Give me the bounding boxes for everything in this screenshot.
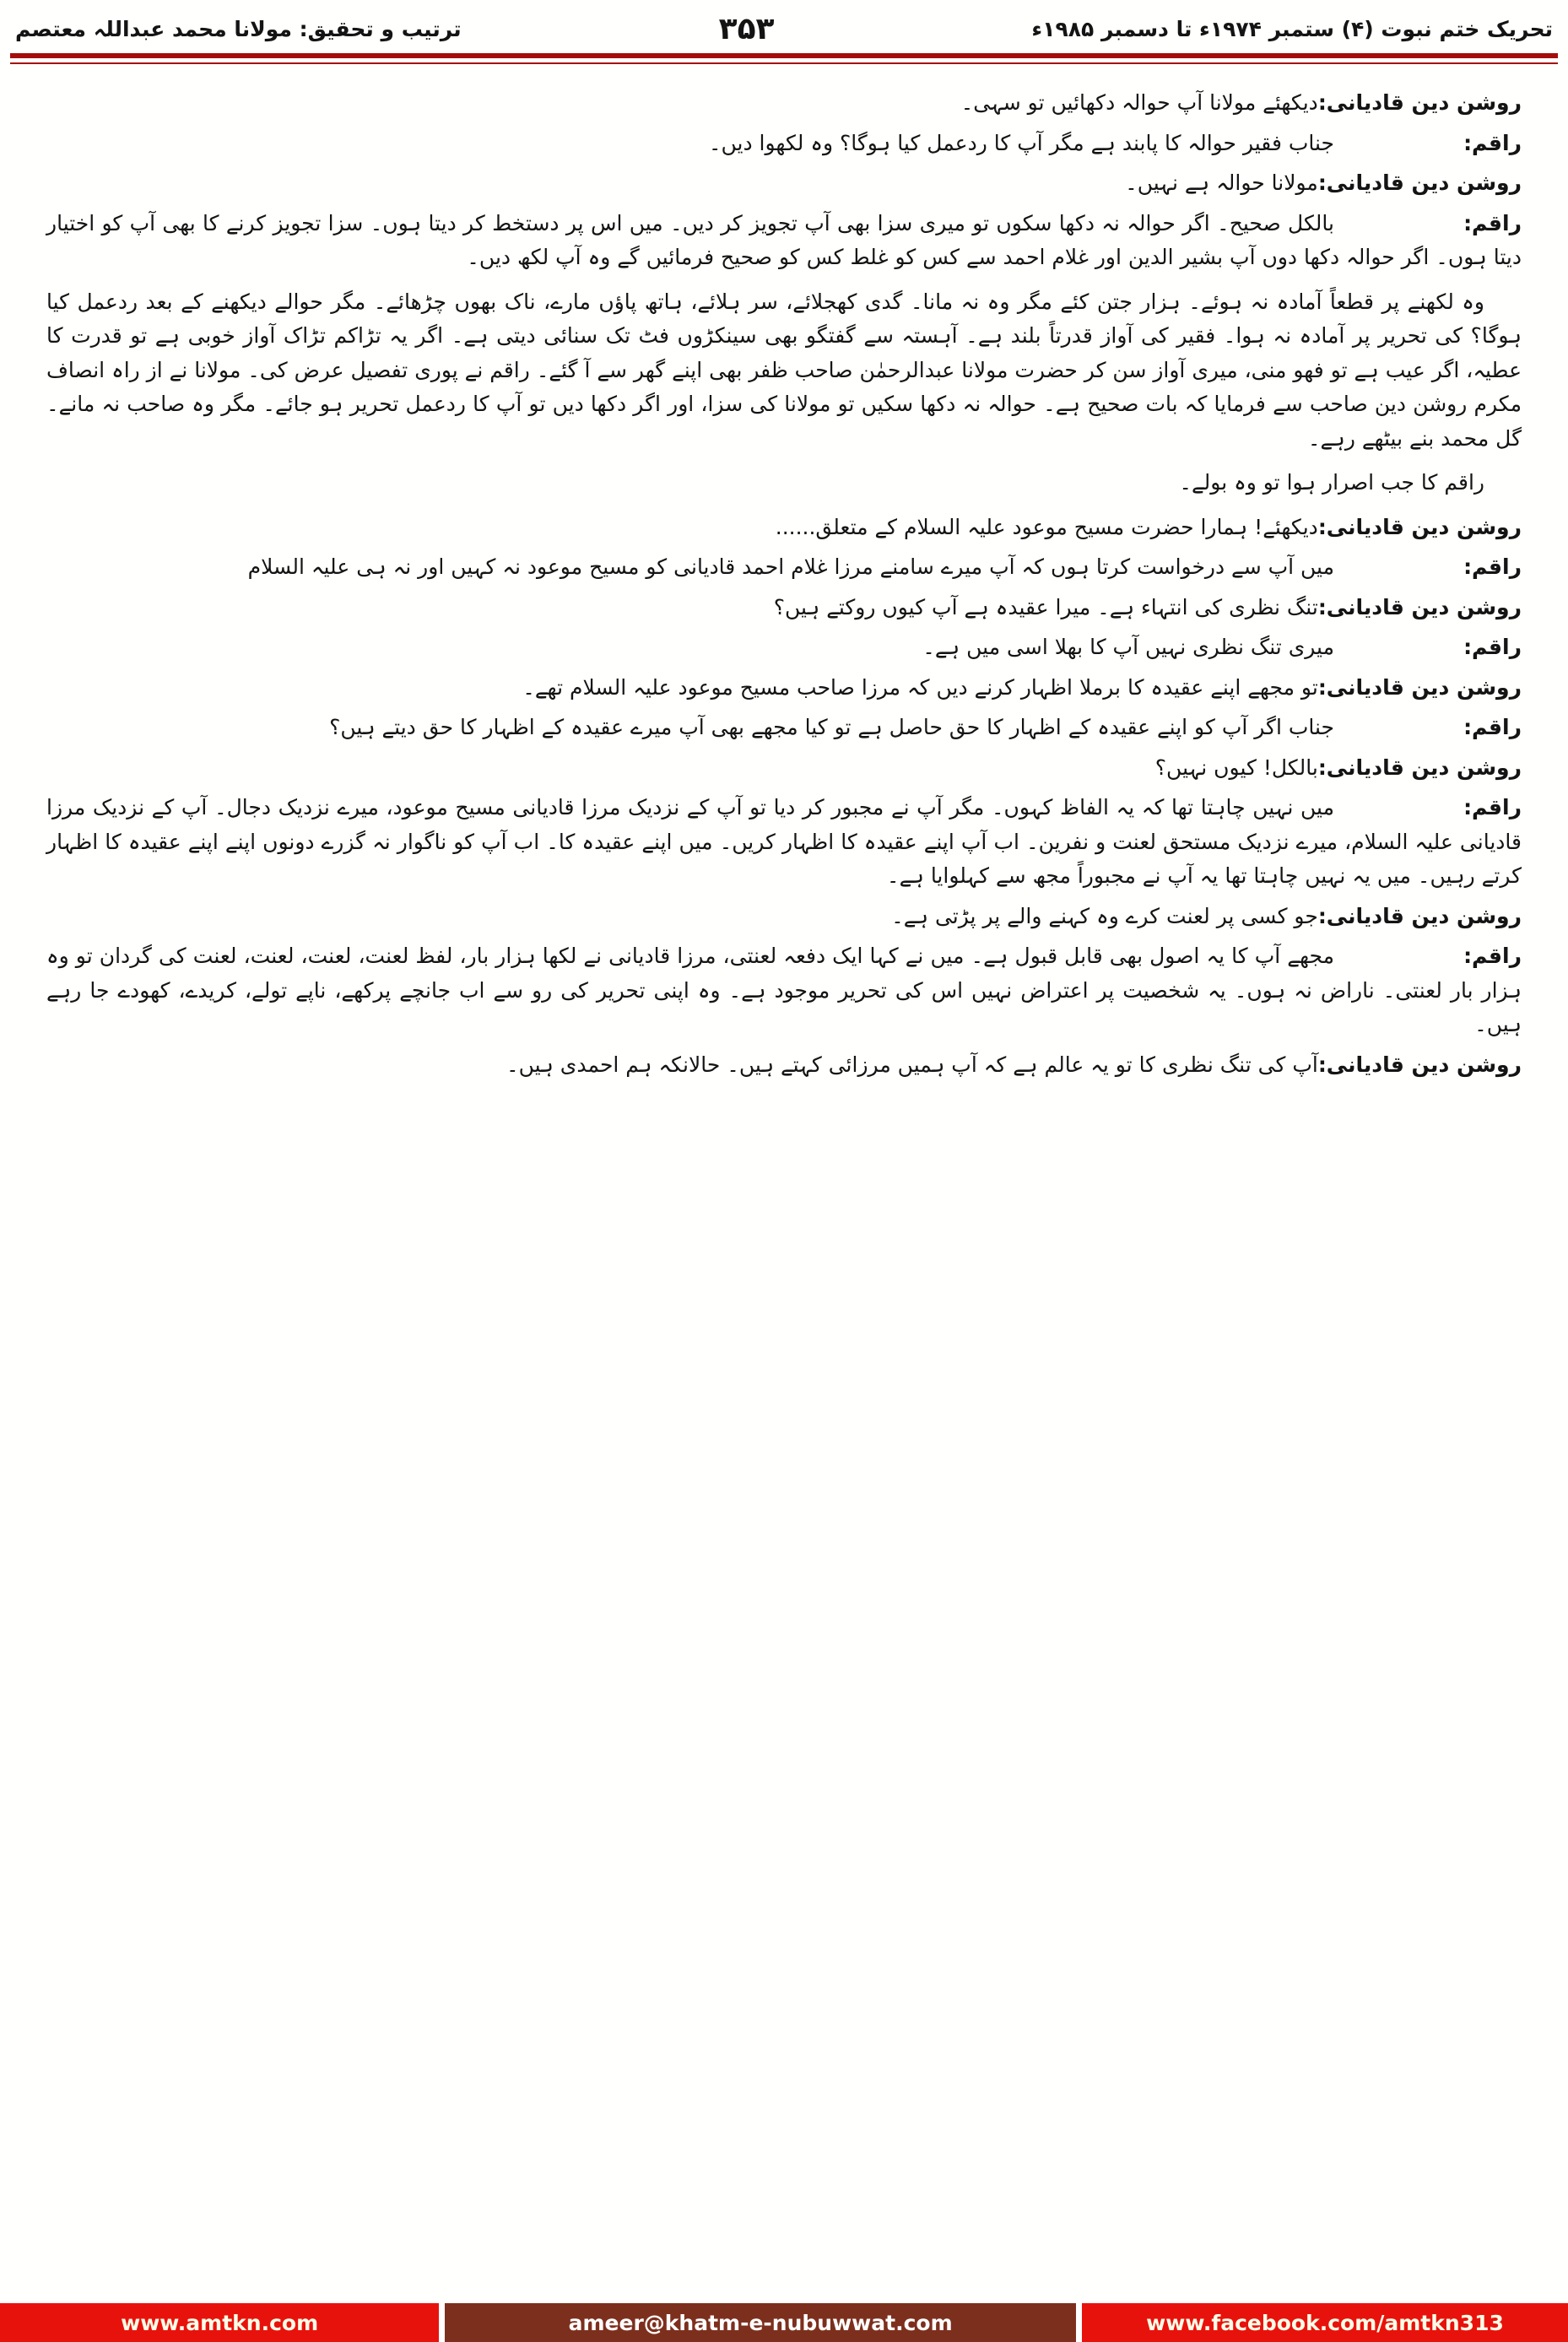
dialogue-entry xyxy=(46,511,1522,545)
header-book-title: تحریک ختم نبوت (۴) ستمبر ۱۹۷۴ء تا دسمبر ۱۹۸۵ء xyxy=(1031,17,1553,41)
header-editor-credit: ترتیب و تحقیق: مولانا محمد عبداللہ معتصم xyxy=(15,17,462,41)
speech-text: میری تنگ نظری نہیں آپ کا بھلا اسی میں ہے۔ xyxy=(922,635,1334,659)
speech-text: بالکل! کیوں نہیں؟ xyxy=(1154,755,1318,780)
narrative-paragraph xyxy=(46,285,1522,457)
speech-text: جناب اگر آپ کو اپنے عقیدہ کے اظہار کا حق حاصل ہے تو کیا مجھے بھی آپ میرے عقیدہ کے اظہار کا حق دیتے ہیں؟ xyxy=(329,715,1334,739)
speech-text: آپ کی تنگ نظری کا تو یہ عالم ہے کہ آپ ہمیں مرزائی کہتے ہیں۔ حالانکہ ہم احمدی ہیں۔ xyxy=(506,1052,1318,1077)
speaker-label: راقم: xyxy=(1463,944,1522,968)
speaker-label: روشن دین قادیانی: xyxy=(1317,674,1522,700)
speaker-label: روشن دین قادیانی: xyxy=(1317,90,1522,115)
dialogue-entry xyxy=(46,751,1522,786)
page-header xyxy=(0,0,1568,51)
footer-website-url: www.amtkn.com xyxy=(0,2303,439,2342)
paragraph-text: وہ لکھنے پر قطعاً آمادہ نہ ہوئے۔ ہزار جتن کئے مگر وہ نہ مانا۔ گدی کھجلائے، سر ہلائے، ہاتھ پاؤں مارے، ناک بھوں چڑھائے۔ مگر حوالے دیکھنے کے بعد ردعمل کیا ہوگا؟ کی تحریر پر آمادہ نہ ہوا۔ فقیر کی آواز قدرتاً بلند ہے۔ آہستہ سے گفتگو بھی سینکڑوں فٹ تک سنائی دیتی ہے۔ اگر یہ تڑاکم تڑاک آواز خوبی ہے تو قدرت کا عطیہ، اگر عیب ہے تو فھو منی، میری آواز سن کر حضرت مولانا عبدالرحمٰن صاحب ظفر بھی اپنے گھر سے آ گئے۔ راقم نے پوری تفصیل عرض کی۔ مولانا نے از راہ انصاف مکرم روشن دین صاحب سے فرمایا کہ بات صحیح ہے۔ حوالہ نہ دکھا سکیں تو مولانا کی سزا، اور اگر دکھا دیں تو آپ کا ردعمل تحریر ہو جائے۔ مگر وہ صاحب نہ مانے۔ گل محمد بنے بیٹھے رہے۔ xyxy=(46,289,1522,451)
speech-text: تنگ نظری کی انتہاء ہے۔ میرا عقیدہ ہے آپ کیوں روکتے ہیں؟ xyxy=(773,594,1318,619)
page-footer xyxy=(0,2303,1568,2342)
speaker-label: راقم: xyxy=(1463,795,1522,819)
dialogue-entry xyxy=(46,127,1522,161)
speech-text: تو مجھے اپنے عقیدہ کا برملا اظہار کرنے دیں کہ مرزا صاحب مسیح موعود علیہ السلام تھے۔ xyxy=(522,674,1318,700)
dialogue-entry xyxy=(46,86,1522,121)
speaker-label: روشن دین قادیانی: xyxy=(1317,594,1522,619)
speech-text: دیکھئے مولانا آپ حوالہ دکھائیں تو سہی۔ xyxy=(960,90,1318,115)
speech-text: مولانا حوالہ ہے نہیں۔ xyxy=(1125,170,1318,195)
dialogue-entry xyxy=(46,900,1522,934)
speech-text: میں آپ سے درخواست کرتا ہوں کہ آپ میرے سامنے مرزا غلام احمد قادیانی کو مسیح موعود نہ کہیں اور نہ ہی علیہ السلام xyxy=(247,554,1334,579)
speaker-label: روشن دین قادیانی: xyxy=(1317,170,1522,195)
speech-text: مجھے آپ کا یہ اصول بھی قابل قبول ہے۔ میں نے کہا ایک دفعہ لعنتی، مرزا قادیانی نے لکھا ہزار بار، لفظ لعنت، لعنت، لعنت، لعنت کی گردان تو وہ ہزار بار لعنتی۔ ناراض نہ ہوں۔ یہ شخصیت پر اعتراض نہیں اس کی تحریر موجود ہے۔ وہ اپنی تحریر کی رو سے اب جانچے پرکھے، ناپے تولے، کریدے، کھودے جا رہے ہیں۔ xyxy=(46,944,1522,1036)
speaker-label: راقم: xyxy=(1463,554,1522,579)
dialogue-entry xyxy=(46,711,1522,745)
speech-text: جو کسی پر لعنت کرے وہ کہنے والے پر پڑتی ہے۔ xyxy=(891,903,1318,928)
header-divider-rule xyxy=(10,53,1558,64)
footer-facebook-url: www.facebook.com/amtkn313 xyxy=(1082,2303,1568,2342)
narrative-paragraph xyxy=(46,466,1522,500)
speaker-label: راقم: xyxy=(1463,715,1522,739)
speech-text: میں نہیں چاہتا تھا کہ یہ الفاظ کہوں۔ مگر آپ نے مجبور کر دیا تو آپ کے نزدیک مرزا قادیانی مسیح موعود، میرے نزدیک دجال۔ آپ کے نزدیک مرزا قادیانی علیہ السلام، میرے نزدیک مستحق لعنت و نفرین۔ اب آپ اپنے عقیدہ کا اظہار کریں۔ میں اپنے عقیدہ کا۔ اب آپ کو ناگوار نہ گزرے دونوں اپنے اپنے عقیدہ کا اظہار کرتے رہیں۔ میں یہ نہیں چاہتا تھا یہ آپ نے مجبوراً مجھ سے کہلوایا ہے۔ xyxy=(46,795,1522,888)
dialogue-entry xyxy=(46,630,1522,665)
dialogue-entry xyxy=(46,550,1522,585)
speaker-label: روشن دین قادیانی: xyxy=(1317,755,1522,780)
footer-email-address: ameer@khatm-e-nubuwwat.com xyxy=(445,2303,1076,2342)
speaker-label: راقم: xyxy=(1463,210,1522,235)
dialogue-entry xyxy=(46,591,1522,625)
page-number: ۳۵۳ xyxy=(718,12,775,46)
page-body xyxy=(0,64,1568,2303)
dialogue-entry xyxy=(46,1048,1522,1083)
dialogue-entry xyxy=(46,791,1522,894)
speaker-label: روشن دین قادیانی: xyxy=(1317,903,1522,928)
dialogue-entry xyxy=(46,939,1522,1042)
dialogue-entry xyxy=(46,671,1522,706)
speaker-label: روشن دین قادیانی: xyxy=(1317,514,1522,539)
speech-text: جناب فقیر حوالہ کا پابند ہے مگر آپ کا ردعمل کیا ہوگا؟ وہ لکھوا دیں۔ xyxy=(708,130,1334,155)
dialogue-entry xyxy=(46,166,1522,201)
speaker-label: روشن دین قادیانی: xyxy=(1317,1052,1522,1077)
speech-text: دیکھئے! ہمارا حضرت مسیح موعود علیہ السلام کے متعلق...... xyxy=(775,514,1318,539)
speech-text: بالکل صحیح۔ اگر حوالہ نہ دکھا سکوں تو میری سزا بھی آپ تجویز کر دیں۔ میں اس پر دستخط کر دیتا ہوں۔ سزا تجویز کرنے کا بھی آپ کو اختیار دیتا ہوں۔ اگر حوالہ دکھا دوں آپ بشیر الدین اور غلام احمد سے کس کو غلط کس کو صحیح فرمائیں گے وہ آپ لکھ دیں۔ xyxy=(46,210,1522,269)
speaker-label: راقم: xyxy=(1463,635,1522,659)
paragraph-text: راقم کا جب اصرار ہوا تو وہ بولے۔ xyxy=(1179,470,1484,495)
dialogue-entry xyxy=(46,207,1522,275)
speaker-label: راقم: xyxy=(1463,130,1522,155)
